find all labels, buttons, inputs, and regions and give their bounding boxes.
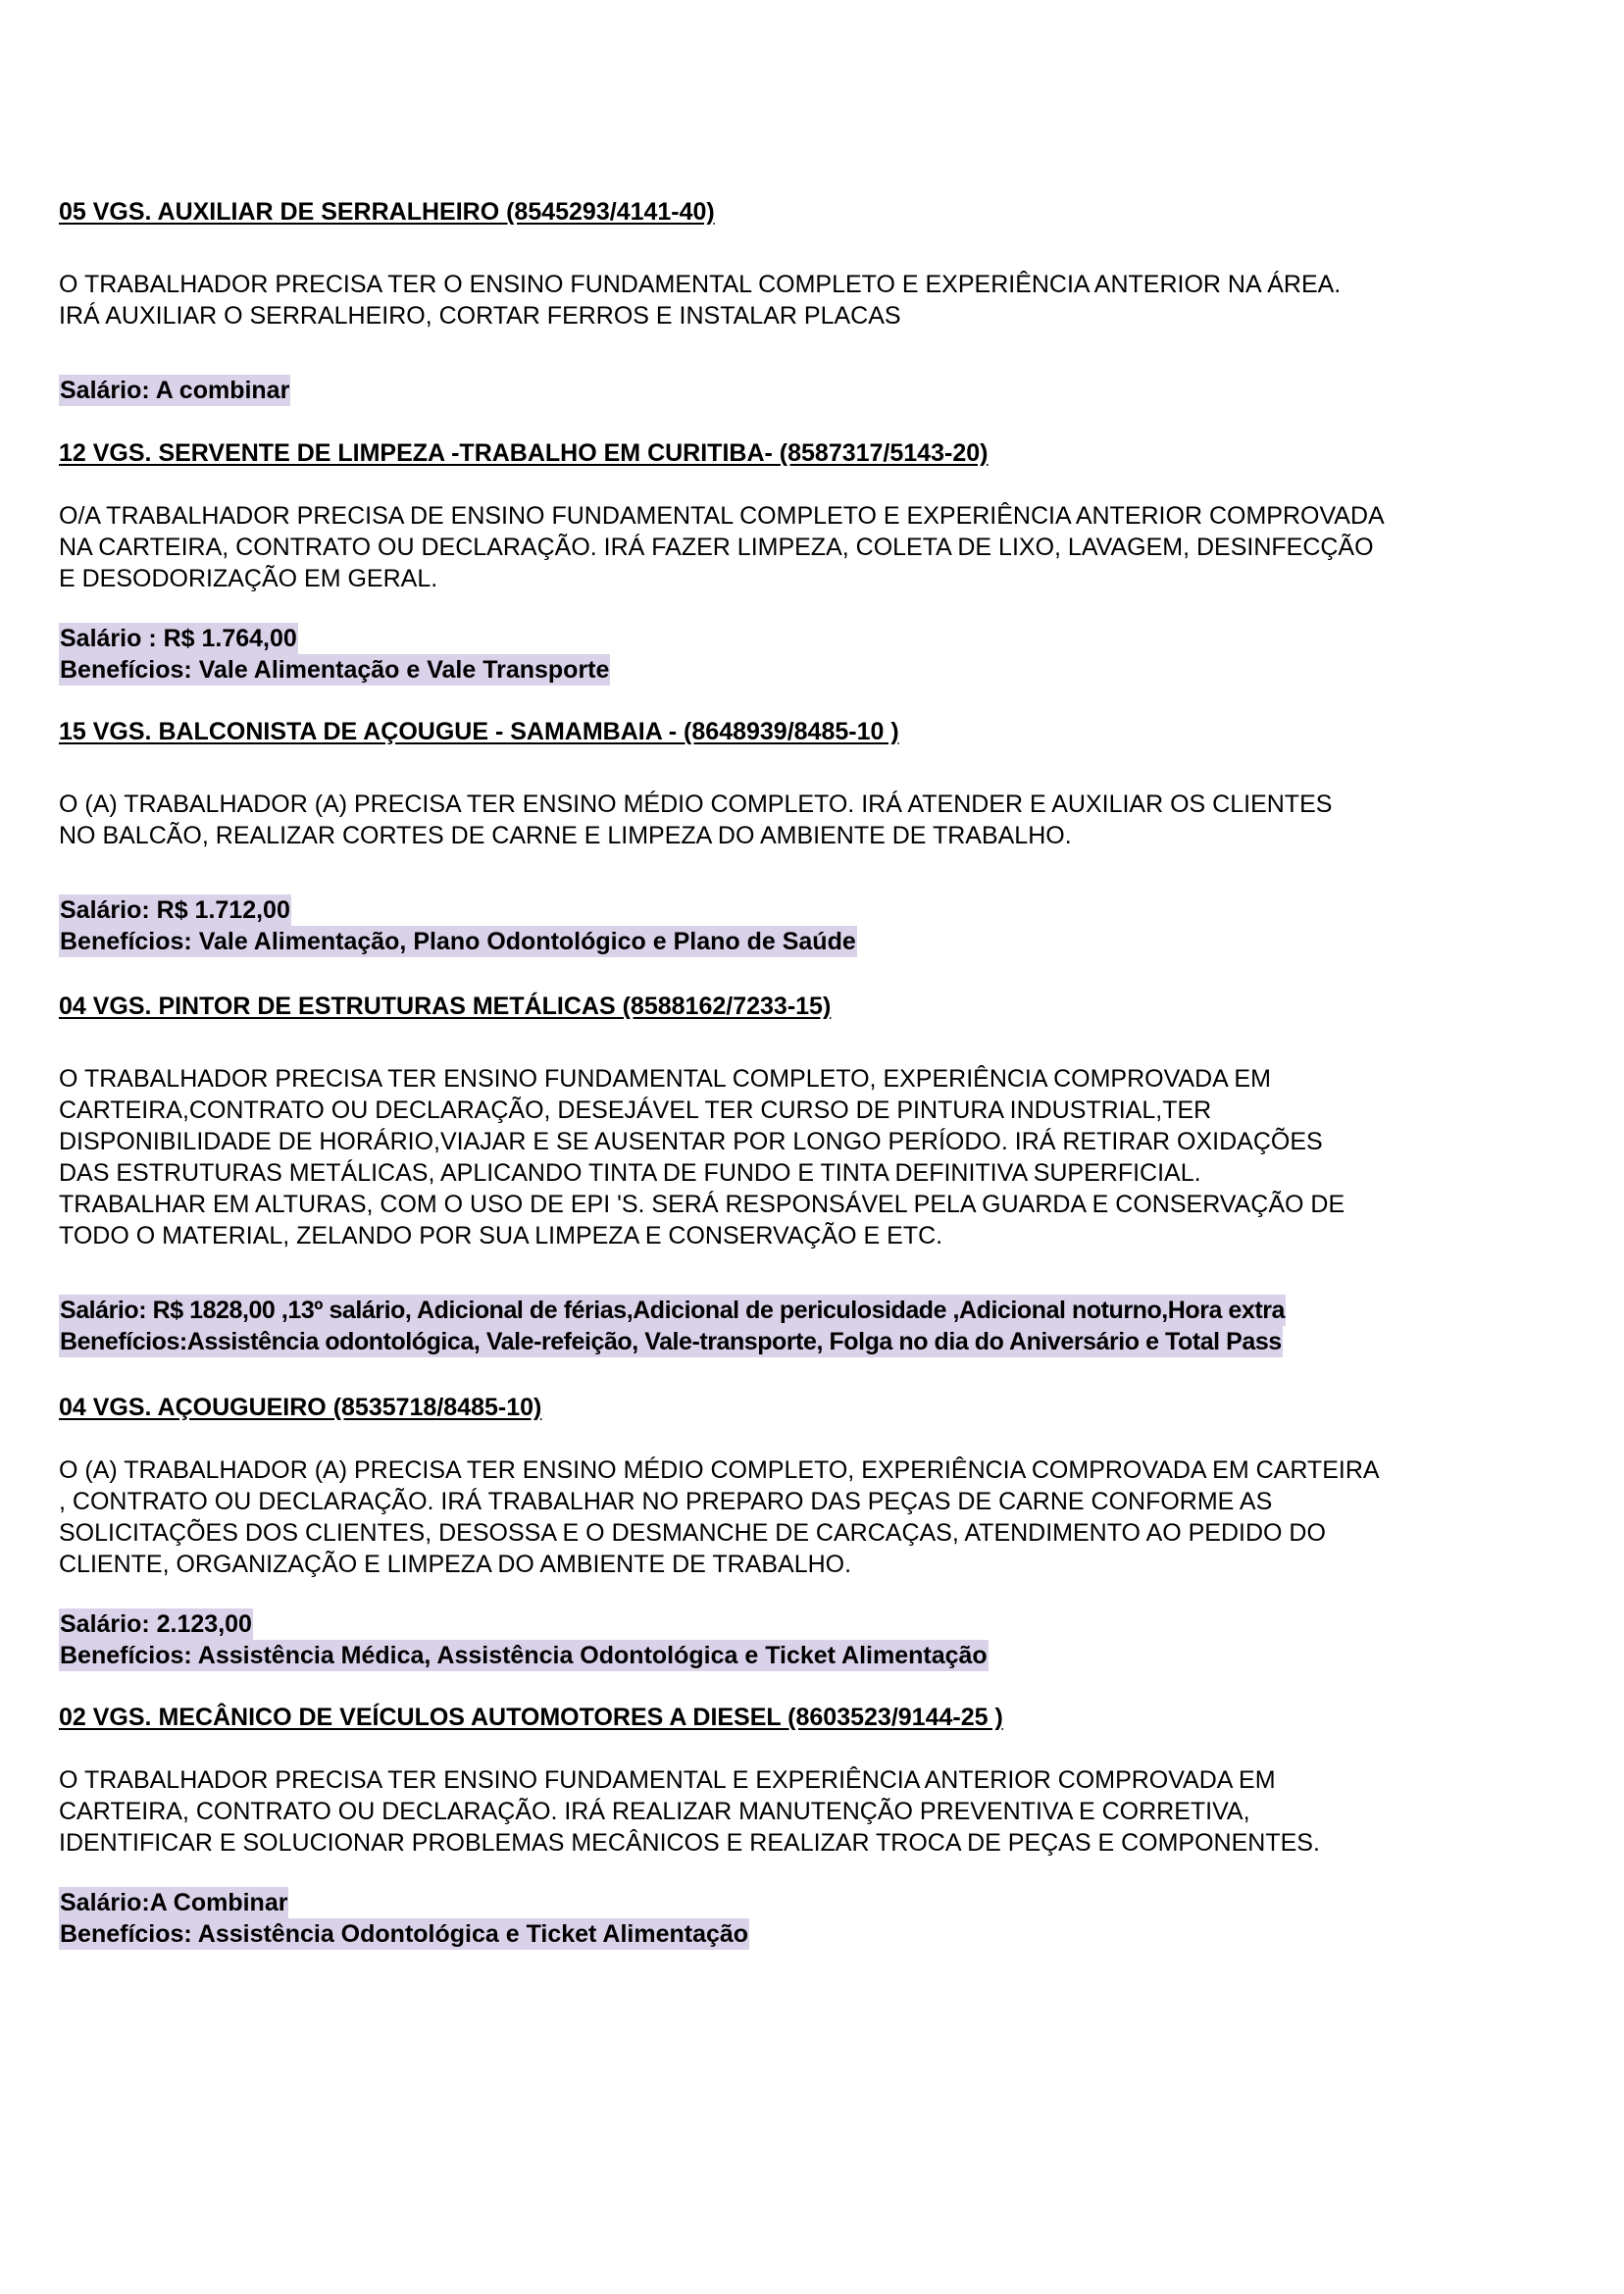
job-title: 15 VGS. BALCONISTA DE AÇOUGUE - SAMAMBAIA - (8648939/8485-10 ) <box>59 718 899 745</box>
job-benefits: Benefícios:Assistência odontológica, Vale-refeição, Vale-transporte, Folga no dia do Aniversário e Total Pass <box>60 1328 1282 1355</box>
job-salary: Salário: R$ 1828,00 ,13º salário, Adicional de férias,Adicional de periculosidade ,Adicional noturno,Hora extra <box>60 1297 1285 1324</box>
job-description: O TRABALHADOR PRECISA TER ENSINO FUNDAMENTAL COMPLETO, EXPERIÊNCIA COMPROVADA EM CARTEIRA,CONTRATO OU DECLARAÇÃO, DESEJÁVEL TER CURSO DE PINTURA INDUSTRIAL,TER DISPONIBILIDADE DE HORÁRIO,VIAJAR E SE AUSENTAR POR LONGO PERÍODO. IRÁ RETIRAR OXIDAÇÕES DAS ESTRUTURAS METÁLICAS, APLICANDO TINTA DE FUNDO E TINTA DEFINITIVA SUPERFICIAL. TRABALHAR EM ALTURAS, COM O USO DE EPI 'S. SERÁ RESPONSÁVEL PELA GUARDA E CONSERVAÇÃO DE TODO O MATERIAL, ZELANDO POR SUA LIMPEZA E CONSERVAÇÃO E ETC. <box>59 1065 1345 1249</box>
document-page <box>59 196 1569 1950</box>
job-listing <box>59 437 1569 686</box>
job-salary: Salário : R$ 1.764,00 <box>60 625 297 652</box>
job-title: 12 VGS. SERVENTE DE LIMPEZA -TRABALHO EM CURITIBA- (8587317/5143-20) <box>59 439 989 467</box>
job-listing <box>59 991 1569 1357</box>
job-description: O/A TRABALHADOR PRECISA DE ENSINO FUNDAMENTAL COMPLETO E EXPERIÊNCIA ANTERIOR COMPROVADA NA CARTEIRA, CONTRATO OU DECLARAÇÃO. IRÁ FAZER LIMPEZA, COLETA DE LIXO, LAVAGEM, DESINFECÇÃO E DESODORIZAÇÃO EM GERAL. <box>59 502 1385 592</box>
job-description: O (A) TRABALHADOR (A) PRECISA TER ENSINO MÉDIO COMPLETO, EXPERIÊNCIA COMPROVADA EM CARTEIRA , CONTRATO OU DECLARAÇÃO. IRÁ TRABALHAR NO PREPARO DAS PEÇAS DE CARNE CONFORME AS SOLICITAÇÕES DOS CLIENTES, DESOSSA E O DESMANCHE DE CARCAÇAS, ATENDIMENTO AO PEDIDO DO CLIENTE, ORGANIZAÇÃO E LIMPEZA DO AMBIENTE DE TRABALHO. <box>59 1456 1380 1578</box>
job-salary: Salário: 2.123,00 <box>60 1610 252 1638</box>
job-title: 05 VGS. AUXILIAR DE SERRALHEIRO (8545293/4141-40) <box>59 198 715 226</box>
job-title: 02 VGS. MECÂNICO DE VEÍCULOS AUTOMOTORES A DIESEL (8603523/9144-25 ) <box>59 1704 1003 1731</box>
job-salary: Salário:A Combinar <box>60 1889 288 1916</box>
job-title: 04 VGS. AÇOUGUEIRO (8535718/8485-10) <box>59 1394 542 1421</box>
job-listing <box>59 716 1569 957</box>
job-description: O TRABALHADOR PRECISA TER ENSINO FUNDAMENTAL E EXPERIÊNCIA ANTERIOR COMPROVADA EM CARTEIRA, CONTRATO OU DECLARAÇÃO. IRÁ REALIZAR MANUTENÇÃO PREVENTIVA E CORRETIVA, IDENTIFICAR E SOLUCIONAR PROBLEMAS MECÂNICOS E REALIZAR TROCA DE PEÇAS E COMPONENTES. <box>59 1766 1320 1857</box>
job-description: O (A) TRABALHADOR (A) PRECISA TER ENSINO MÉDIO COMPLETO. IRÁ ATENDER E AUXILIAR OS CLIENTES NO BALCÃO, REALIZAR CORTES DE CARNE E LIMPEZA DO AMBIENTE DE TRABALHO. <box>59 790 1333 849</box>
job-description: O TRABALHADOR PRECISA TER O ENSINO FUNDAMENTAL COMPLETO E EXPERIÊNCIA ANTERIOR NA ÁREA. IRÁ AUXILIAR O SERRALHEIRO, CORTAR FERROS E INSTALAR PLACAS <box>59 271 1342 330</box>
job-benefits: Benefícios: Vale Alimentação e Vale Transporte <box>60 656 610 684</box>
job-listing <box>59 196 1569 406</box>
job-salary: Salário: R$ 1.712,00 <box>60 896 290 924</box>
job-salary: Salário: A combinar <box>60 377 290 404</box>
job-listing <box>59 1702 1569 1950</box>
job-benefits: Benefícios: Vale Alimentação, Plano Odontológico e Plano de Saúde <box>60 928 856 955</box>
job-listing <box>59 1392 1569 1671</box>
job-benefits: Benefícios: Assistência Médica, Assistência Odontológica e Ticket Alimentação <box>60 1642 988 1669</box>
job-benefits: Benefícios: Assistência Odontológica e Ticket Alimentação <box>60 1920 749 1948</box>
job-title: 04 VGS. PINTOR DE ESTRUTURAS METÁLICAS (8588162/7233-15) <box>59 993 832 1020</box>
